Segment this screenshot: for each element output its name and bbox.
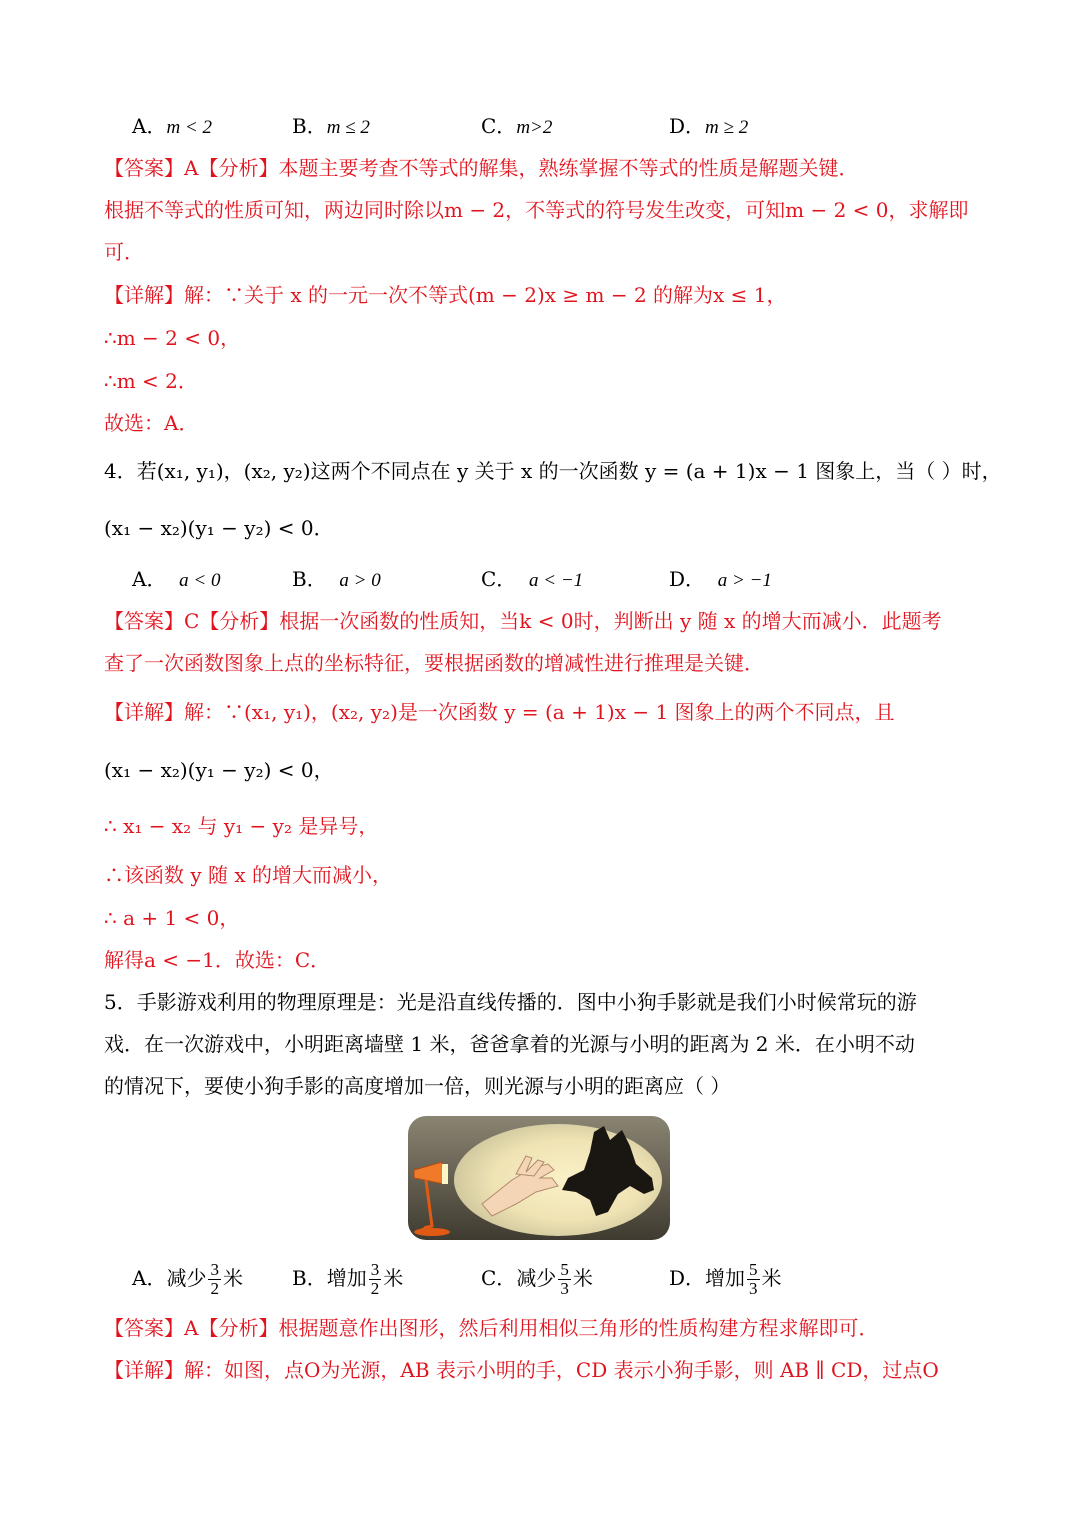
q3-detail-line4: 故选：A．: [104, 411, 199, 435]
q3-detail-line1: 【详解】解：∵关于 x 的一元一次不等式(m − 2)x ≥ m − 2 的解为x ≤ 1，: [104, 283, 787, 307]
q4-detail-line1: 【详解】解：∵(x₁, y₁)，(x₂, y₂)是一次函数 y = (a + 1)x − 1 图象上的两个不同点，且: [104, 700, 895, 724]
q5-option-b: B．增加 $\frac{3}{2}$ 米: [292, 1260, 404, 1298]
q3-detail-line3: ∴m < 2．: [104, 369, 198, 393]
q4-answer-line1: 【答案】C【分析】根据一次函数的性质知，当k < 0时，判断出 y 随 x 的增大而减小．此题考: [104, 609, 942, 633]
lamp-base-icon: [414, 1228, 450, 1236]
q4-option-b: B． a > 0: [292, 567, 381, 591]
q4-answer-line2: 查了一次函数图象上点的坐标特征，要根据函数的增减性进行推理是关键．: [104, 651, 764, 675]
q4-detail-line6: 解得a < −1．故选：C．: [104, 948, 331, 972]
q3-option-b: B．m ≤ 2: [292, 114, 370, 138]
q5-stem-line1: 5．手影游戏利用的物理原理是：光是沿直线传播的．图中小狗手影就是我们小时候常玩的游: [104, 990, 917, 1014]
q5-stem-line3: 的情况下，要使小狗手影的高度增加一倍，则光源与小明的距离应（ ）: [104, 1074, 731, 1098]
q5-option-d: D．增加 $\frac{5}{3}$ 米: [669, 1260, 782, 1298]
q3-option-d: D．m ≥ 2: [669, 114, 749, 138]
q5-stem-line2: 戏．在一次游戏中，小明距离墙壁 1 米，爸爸拿着的光源与小明的距离为 2 米．在小明不动: [104, 1032, 915, 1056]
q5-option-a: A．减少 $\frac{3}{2}$ 米: [132, 1260, 243, 1298]
q4-stem-line2: (x₁ − x₂)(y₁ − y₂) < 0．: [104, 516, 334, 540]
q5-detail-line1: 【详解】解：如图，点O为光源，AB 表示小明的手，CD 表示小狗手影，则 AB ∥ CD，过点O: [104, 1358, 939, 1382]
q4-detail-line2: (x₁ − x₂)(y₁ − y₂) < 0，: [104, 758, 334, 782]
q3-answer: 【答案】A【分析】本题主要考查不等式的解集，熟练掌握不等式的性质是解题关键．: [104, 156, 859, 180]
q3-option-c: C．m>2: [481, 114, 553, 138]
q4-stem-line1: 4．若(x₁, y₁)，(x₂, y₂)这两个不同点在 y 关于 x 的一次函数 y = (a + 1)x − 1 图象上，当（ ）时，: [104, 459, 1002, 483]
q4-option-a: A． a < 0: [132, 567, 221, 591]
q4-detail-line4: ∴该函数 y 随 x 的增大而减小，: [104, 863, 393, 887]
q3-detail-line2: ∴m − 2 < 0，: [104, 326, 241, 350]
q3-analysis-line2: 可．: [104, 240, 144, 264]
q4-detail-line5: ∴ a + 1 < 0，: [104, 906, 240, 930]
q4-option-d: D． a > −1: [669, 567, 772, 591]
q5-option-c: C．减少 $\frac{5}{3}$ 米: [481, 1260, 593, 1298]
q5-answer: 【答案】A【分析】根据题意作出图形，然后利用相似三角形的性质构建方程求解即可．: [104, 1316, 879, 1340]
q3-option-a: A．m < 2: [132, 114, 212, 138]
hand-shadow-figure: [408, 1116, 670, 1240]
lamp-bulb-icon: [442, 1164, 448, 1184]
q4-detail-line3: ∴ x₁ − x₂ 与 y₁ − y₂ 是异号，: [104, 814, 379, 838]
q4-option-c: C． a < −1: [481, 567, 584, 591]
q3-analysis-line1: 根据不等式的性质可知，两边同时除以m − 2，不等式的符号发生改变，可知m − 2 < 0，求解即: [104, 198, 969, 222]
